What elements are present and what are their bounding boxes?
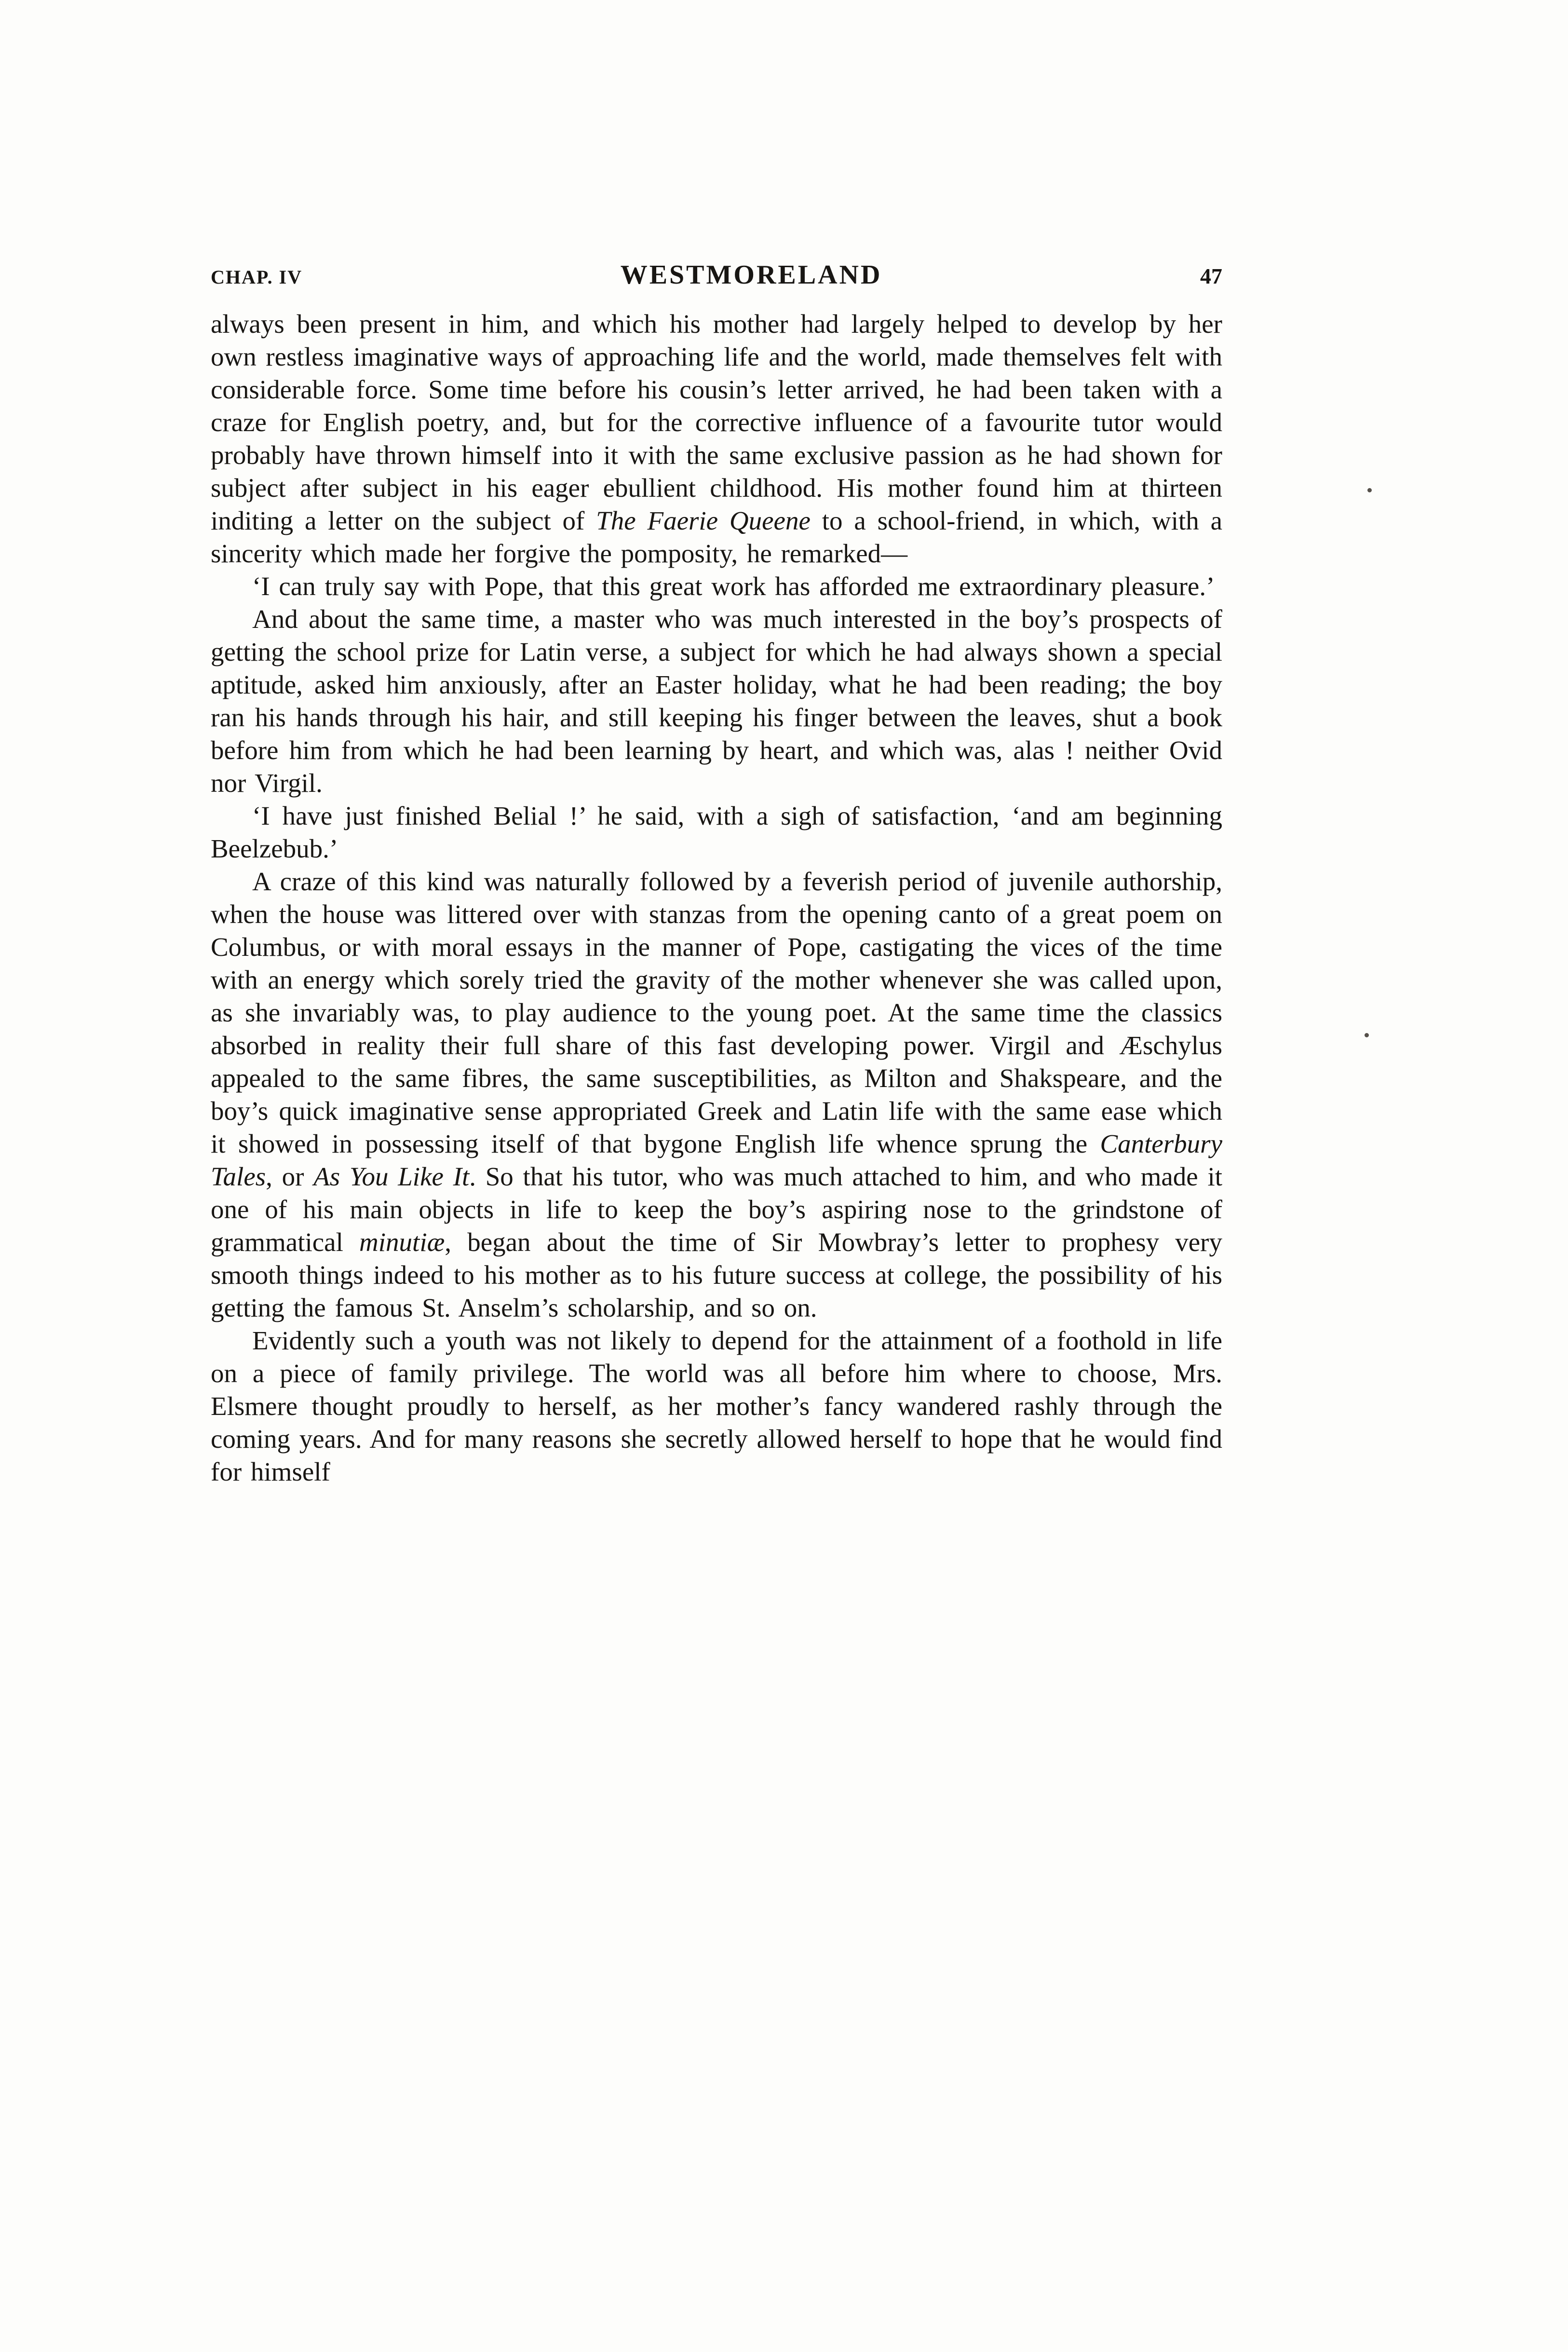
body-text: , or	[266, 1162, 314, 1191]
page-body	[211, 308, 1222, 1488]
ink-speck	[1365, 1033, 1369, 1037]
paragraph	[211, 865, 1222, 1324]
body-text: . So that his tutor, who was much attached to him, and who made it one of his main objects in life to keep the boy’s aspiring nose to the grindstone of grammatical	[211, 1162, 1223, 1257]
book-page	[211, 259, 1222, 1488]
paragraph	[211, 800, 1222, 865]
body-text: , began about the time of Sir Mowbray’s letter to prophesy very smooth things indeed to his mother as to his future success at college, the possibility of his getting the famous St. Anselm’s scholarship, and so on.	[211, 1227, 1222, 1322]
paragraph	[211, 570, 1222, 603]
paragraph	[211, 1324, 1222, 1488]
paragraph	[211, 308, 1222, 570]
italic-text: Canterbury Tales	[211, 1129, 1222, 1191]
italic-text: The Faerie Queene	[596, 506, 811, 535]
body-text: And about the same time, a master who was much interested in the boy’s prospects of getting the school prize for Latin verse, a subject for which he had always shown a special aptitude, asked him anxiously, after an Easter holiday, what he had been reading; the boy ran his hands through his hair, and still keeping his finger between the leaves, shut a book before him from which he had been learning by heart, and which was, alas ! neither Ovid nor Virgil.	[211, 604, 1222, 798]
body-text: ‘I have just finished Belial !’ he said, with a sigh of satisfaction, ‘and am beginning Beelzebub.’	[211, 801, 1222, 863]
paragraph	[211, 603, 1222, 800]
chapter-label: CHAP. IV	[211, 266, 303, 288]
body-text: always been present in him, and which his mother had largely helped to develop by her own restless imaginative ways of approaching life and the world, made themselves felt with considerable force. Some time before his cousin’s letter arrived, he had been taken with a craze for English poetry, and, but for the corrective influence of a favourite tutor would probably have thrown himself into it with the same exclusive passion as he had shown for subject after subject in his eager ebullient childhood. His mother found him at thirteen inditing a letter on the subject of	[211, 309, 1222, 535]
body-text: to a school-friend, in which, with a sincerity which made her forgive the pomposity, he remarked—	[211, 506, 1223, 568]
page-number: 47	[1200, 264, 1222, 288]
page-header	[211, 259, 1222, 290]
body-text: A craze of this kind was naturally followed by a feverish period of juvenile authorship, when the house was littered over with stanzas from the opening canto of a great poem on Columbus, or with moral essays in the manner of Pope, castigating the vices of the time with an energy which sorely tried the gravity of the mother whenever she was called upon, as she invariably was, to play audience to the young poet. At the same time the classics absorbed in reality their full share of this fast developing power. Virgil and Æschylus appealed to the same fibres, the same susceptibilities, as Milton and Shakspeare, and the boy’s quick imaginative sense appropriated Greek and Latin life with the same ease which it showed in possessing itself of that bygone English life whence sprung the	[211, 867, 1222, 1158]
italic-text: minutiæ	[359, 1227, 445, 1257]
body-text: ‘I can truly say with Pope, that this great work has afforded me extraordinary pleasure.’	[252, 571, 1215, 601]
italic-text: As You Like It	[313, 1162, 470, 1191]
body-text: Evidently such a youth was not likely to depend for the attainment of a foothold in life on a piece of family privilege. The world was all before him where to choose, Mrs. Elsmere thought proudly to herself, as her mother’s fancy wandered rashly through the coming years. And for many reasons she secretly allowed herself to hope that he would find for himself	[211, 1326, 1222, 1486]
running-title: WESTMORELAND	[620, 260, 882, 290]
ink-speck	[1367, 488, 1372, 492]
